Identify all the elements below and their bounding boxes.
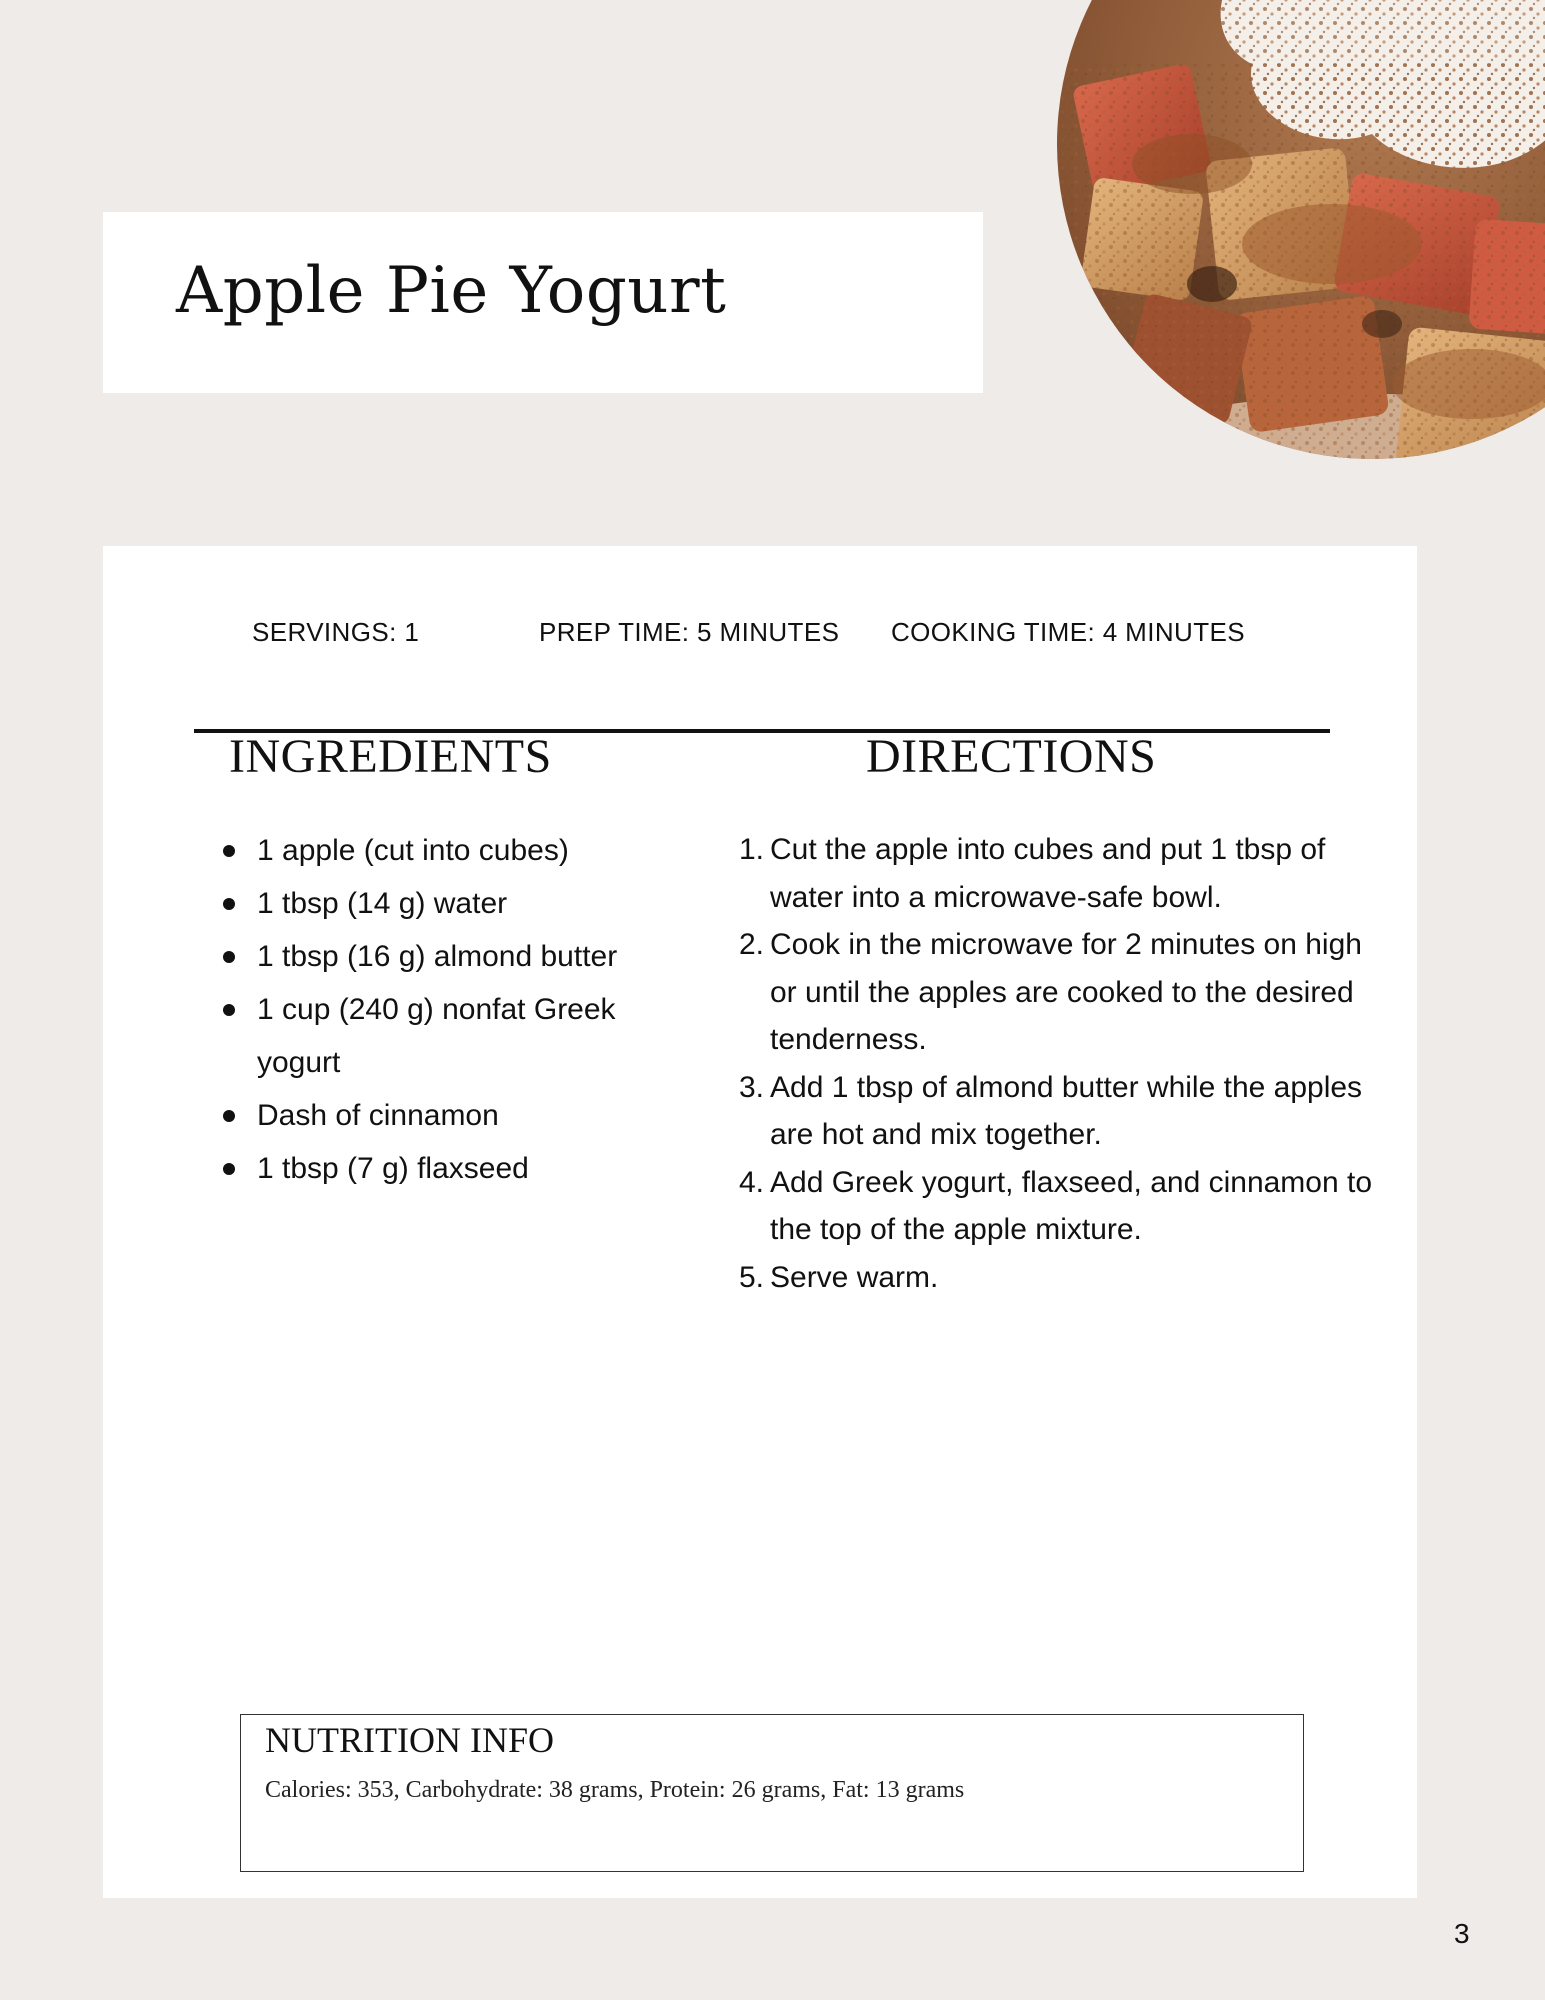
nutrition-info-box [240,1714,1304,1872]
direction-step [739,826,1379,921]
step-text: Add 1 tbsp of almond butter while the apples are hot and mix together. [770,1070,1363,1151]
step-number: 4. [739,1165,765,1199]
prep-time-label: PREP TIME: 5 MINUTES [539,617,840,647]
directions-list [739,826,1379,1301]
step-number: 5. [739,1260,765,1294]
servings-label: SERVINGS: 1 [252,617,420,647]
apple-pie-yogurt-photo [912,0,1545,604]
step-text: Cook in the microwave for 2 minutes on high or until the apples are cooked to the desired tenderness. [770,928,1362,1056]
ingredients-heading: INGREDIENTS [229,730,552,783]
page-number: 3 [1454,1918,1470,1949]
title-card [103,212,983,393]
ingredient-item: Dash of cinnamon [216,1089,686,1142]
ingredient-item: 1 tbsp (16 g) almond butter [216,930,686,983]
nutrition-text: Calories: 353, Carbohydrate: 38 grams, Protein: 26 grams, Fat: 13 grams [265,1777,965,1803]
ingredient-item: 1 cup (240 g) nonfat Greek yogurt [216,983,686,1089]
recipe-title: Apple Pie Yogurt [176,254,727,328]
direction-step [739,921,1379,1064]
direction-step [739,1254,1379,1302]
step-text: Add Greek yogurt, flaxseed, and cinnamon to the top of the apple mixture. [770,1165,1373,1246]
step-number: 1. [739,833,765,866]
step-text: Serve warm. [770,1260,939,1294]
ingredients-list [216,824,686,1195]
ingredient-item: 1 tbsp (14 g) water [216,877,686,930]
step-number: 2. [739,928,765,961]
nutrition-title: NUTRITION INFO [265,1720,554,1760]
direction-step [739,1159,1379,1254]
cooking-time-label: COOKING TIME: 4 MINUTES [891,617,1245,647]
ingredient-item: 1 apple (cut into cubes) [216,824,686,877]
ingredient-item: 1 tbsp (7 g) flaxseed [216,1142,686,1195]
direction-step [739,1064,1379,1159]
step-text: Cut the apple into cubes and put 1 tbsp of water into a microwave-safe bowl. [770,833,1326,914]
step-number: 3. [739,1070,765,1104]
recipe-card [103,546,1417,1898]
directions-heading: DIRECTIONS [866,730,1157,783]
